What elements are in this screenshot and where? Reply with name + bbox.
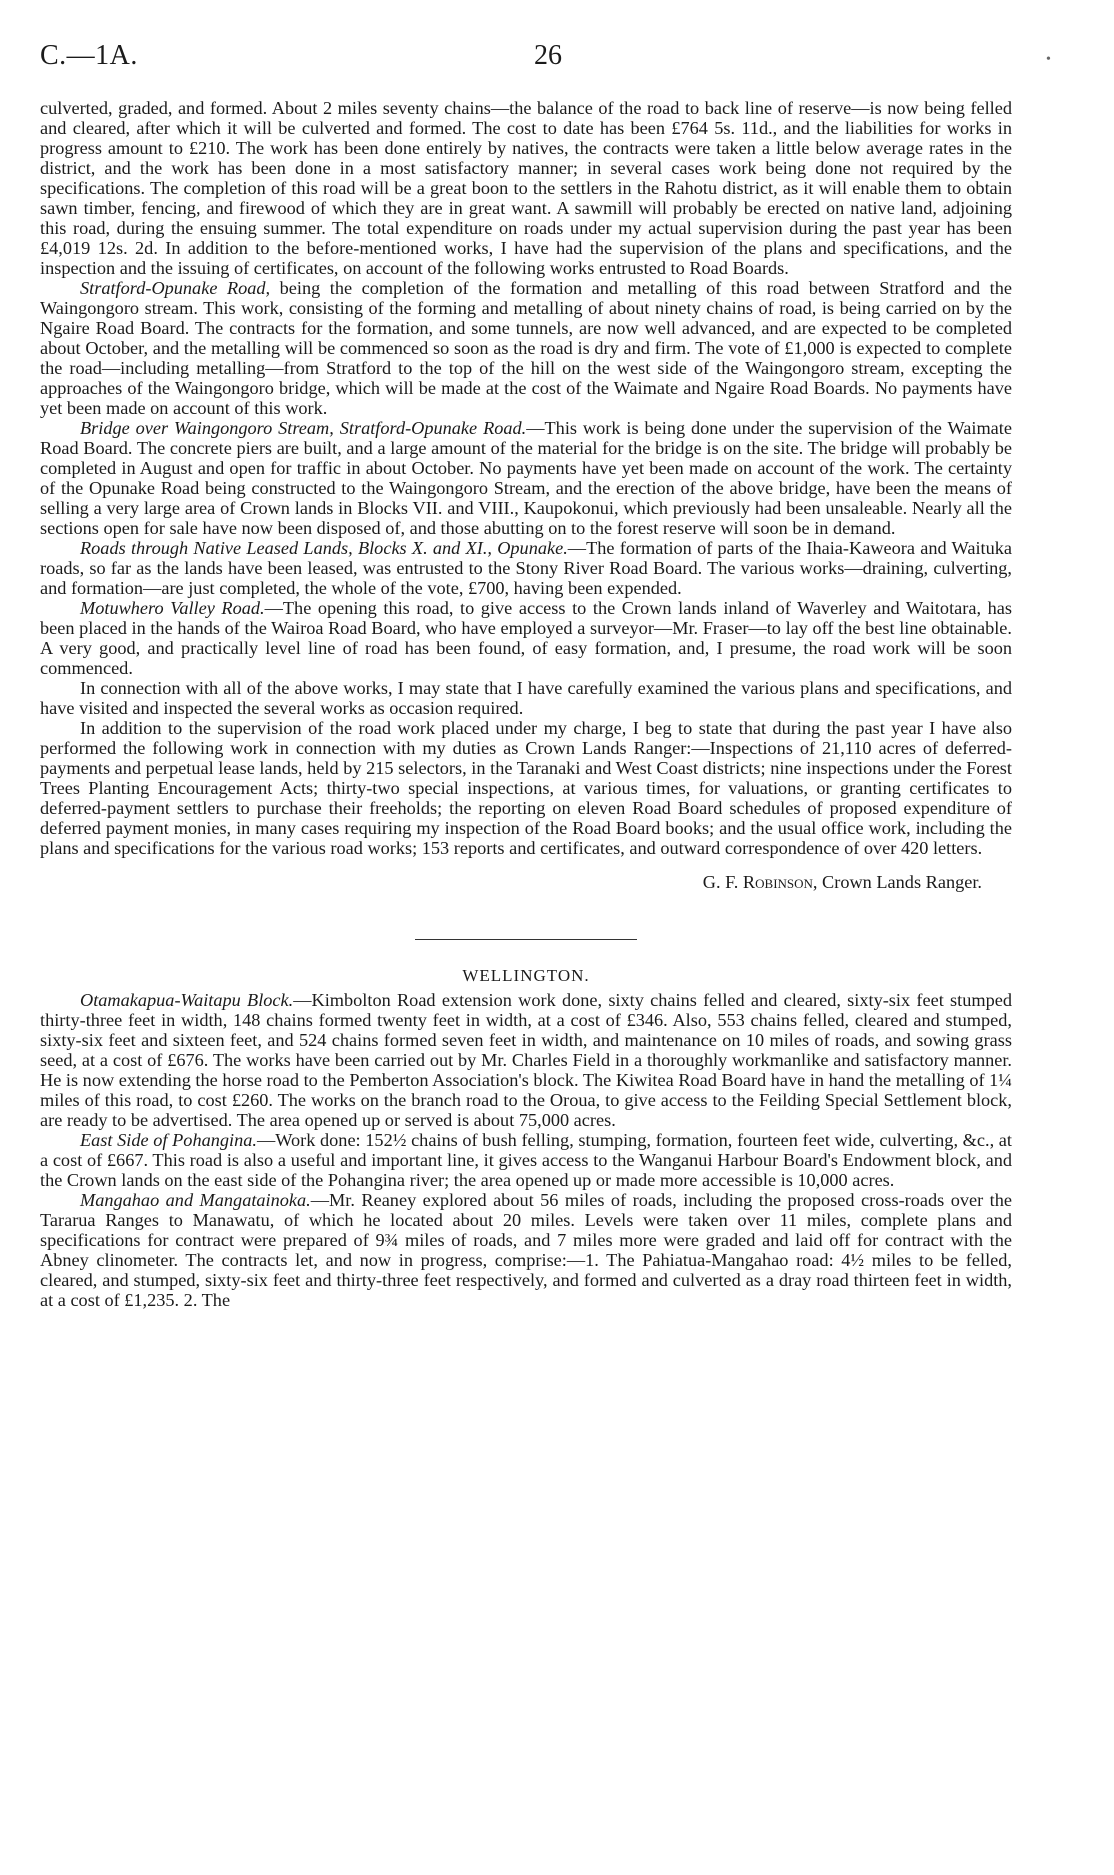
paragraph: Roads through Native Leased Lands, Blocks X. and XI., Opunake.—The formation of parts of the Ihaia-Kaweora and Waituka roads, so far as the lands have been leased, was entrusted to the Stony River Road Board. The various works—draining, culverting, and formation—are just completed, the whole of the vote, £700, having been expended. bbox=[40, 538, 1012, 598]
paragraph: Mangahao and Mangatainoka.—Mr. Reaney explored about 56 miles of roads, including the proposed cross-roads over the Tararua Ranges to Manawatu, of which he located about 20 miles. Levels were taken over 11 miles, complete plans and specifications for contract were prepared of 9¾ miles of roads, and 7 miles more were graded and laid off for contract with the Abney clinometer. The contracts let, and now in progress, comprise:—1. The Pahiatua-Mangahao road: 4½ miles to be felled, cleared, and stumped, sixty-six feet and thirty-three feet respectively, and formed and culverted as a dray road thirteen feet in width, at a cost of £1,235. 2. The bbox=[40, 1190, 1012, 1310]
page-header bbox=[40, 36, 1051, 98]
signature-title: Crown Lands Ranger. bbox=[817, 872, 982, 892]
paragraph: In addition to the supervision of the road work placed under my charge, I beg to state that during the past year I have also performed the following work in connection with my duties as Crown Lands Ranger:—Inspections of 21,110 acres of deferred-payments and perpetual lease lands, held by 215 selectors, in the Taranaki and West Coast districts; nine inspections under the Forest Trees Planting Encouragement Acts; thirty-two special inspections, at various times, for valuations, or granting certificates to deferred-payment settlers to purchase their freeholds; the reporting on eleven Road Board schedules of proposed expenditure of deferred payment monies, in many cases requiring my inspection of the Road Board books; and the usual office work, including the plans and specifications for the various road works; 153 reports and certificates, and outward correspondence of over 420 letters. bbox=[40, 718, 1012, 858]
signature bbox=[40, 872, 982, 893]
section-divider bbox=[415, 939, 637, 940]
paragraph: Stratford-Opunake Road, being the completion of the formation and metalling of this road between Stratford and the Waingongoro stream. This work, consisting of the forming and metalling of about ninety chains of road, is being carried on by the Ngaire Road Board. The contracts for the formation, and some tunnels, are now well advanced, and are expected to be completed about October, and the metalling will be commenced so soon as the road is dry and firm. The vote of £1,000 is expected to complete the road—including metalling—from Stratford to the top of the hill on the west side of the Waingongoro stream, excepting the approaches of the Waingongoro bridge, which will be made at the cost of the Waimate and Ngaire Road Boards. No payments have yet been made on account of this work. bbox=[40, 278, 1012, 418]
paragraph-lead: Mangahao and Mangatainoka. bbox=[80, 1190, 311, 1210]
paragraph: East Side of Pohangina.—Work done: 152½ chains of bush felling, stumping, formation, fourteen feet wide, culverting, &c., at a cost of £667. This road is also a useful and important line, it gives access to the Wanganui Harbour Board's Endowment block, and the Crown lands on the east side of the Pohangina river; the area opened up or made more accessible is 10,000 acres. bbox=[40, 1130, 1012, 1190]
paragraph-lead: Roads through Native Leased Lands, Blocks X. and XI., Opunake. bbox=[80, 538, 568, 558]
paragraph-lead: Stratford-Opunake Road, bbox=[80, 278, 271, 298]
paragraph: culverted, graded, and formed. About 2 miles seventy chains—the balance of the road to back line of reserve—is now being felled and cleared, after which it will be culverted and formed. The cost to date has been £764 5s. 11d., and the liabilities for works in progress amount to £210. The work has been done entirely by natives, the contracts were taken a little below average rates in the district, and the work has been done in a most satisfactory manner; in several cases work being done not required by the specifications. The completion of this road will be a great boon to the settlers in the Rahotu district, as it will enable them to obtain sawn timber, fencing, and firewood of which they are in great want. A sawmill will probably be erected on native land, adjoining this road, during the ensuing summer. The total expenditure on roads under my actual supervision during the past year has been £4,019 12s. 2d. In addition to the before-mentioned works, I have had the supervision of the plans and specifications, and the inspection and the issuing of certificates, on account of the following works entrusted to Road Boards. bbox=[40, 98, 1012, 278]
paragraph: Motuwhero Valley Road.—The opening this road, to give access to the Crown lands inland of Waverley and Waitotara, has been placed in the hands of the Wairoa Road Board, who have employed a surveyor—Mr. Fraser—to lay off the best line obtainable. A very good, and practically level line of road has been found, of easy formation, and, I presume, the road work will be soon commenced. bbox=[40, 598, 1012, 678]
page-number: 26 bbox=[534, 40, 562, 71]
paragraph: In connection with all of the above works, I may state that I have carefully examined the various plans and specifications, and have visited and inspected the several works as occasion required. bbox=[40, 678, 1012, 718]
body-text-bottom bbox=[40, 990, 1012, 1310]
paragraph-lead: Motuwhero Valley Road. bbox=[80, 598, 265, 618]
paragraph: Bridge over Waingongoro Stream, Stratford-Opunake Road.—This work is being done under the supervision of the Waimate Road Board. The concrete piers are built, and a large amount of the material for the bridge is on the site. The bridge will probably be completed in August and open for traffic in about October. No payments have yet been made on account of the work. The certainty of the Opunake Road being constructed to the Waingongoro Stream, and the erection of the above bridge, have been the means of selling a very large area of Crown lands in Blocks VII. and VIII., Kaupokonui, which previously had been unsaleable. Nearly all the sections open for sale have now been disposed of, and those abutting on to the forest reserve will soon be in demand. bbox=[40, 418, 1012, 538]
paragraph-lead: Bridge over Waingongoro Stream, Stratford-Opunake Road. bbox=[80, 418, 527, 438]
body-text-top bbox=[40, 98, 1012, 858]
paragraph: Otamakapua-Waitapu Block.—Kimbolton Road extension work done, sixty chains felled and cleared, sixty-six feet stumped thirty-three feet in width, 148 chains formed twenty feet in width, at a cost of £346. Also, 553 chains felled, cleared and stumped, sixty-six feet and sixteen feet, and 524 chains formed seven feet in width, and maintenance on 10 miles of roads, and sowing grass seed, at a cost of £676. The works have been carried out by Mr. Charles Field in a thoroughly workmanlike and satisfactory manner. He is now extending the horse road to the Pemberton Association's block. The Kiwitea Road Board have in hand the metalling of 1¼ miles of this road, to cost £260. The works on the branch road to the Oroua, to give access to the Feilding Special Settlement block, are ready to be advertised. The area opened up or served is about 75,000 acres. bbox=[40, 990, 1012, 1130]
margin-dot-mark: • bbox=[1046, 52, 1051, 67]
section-title: WELLINGTON. bbox=[462, 966, 590, 985]
paragraph-lead: Otamakapua-Waitapu Block. bbox=[80, 990, 294, 1010]
paragraph-lead: East Side of Pohangina. bbox=[80, 1130, 257, 1150]
document-reference: C.—1A. bbox=[40, 40, 138, 71]
signature-name: G. F. Robinson, bbox=[702, 872, 818, 892]
